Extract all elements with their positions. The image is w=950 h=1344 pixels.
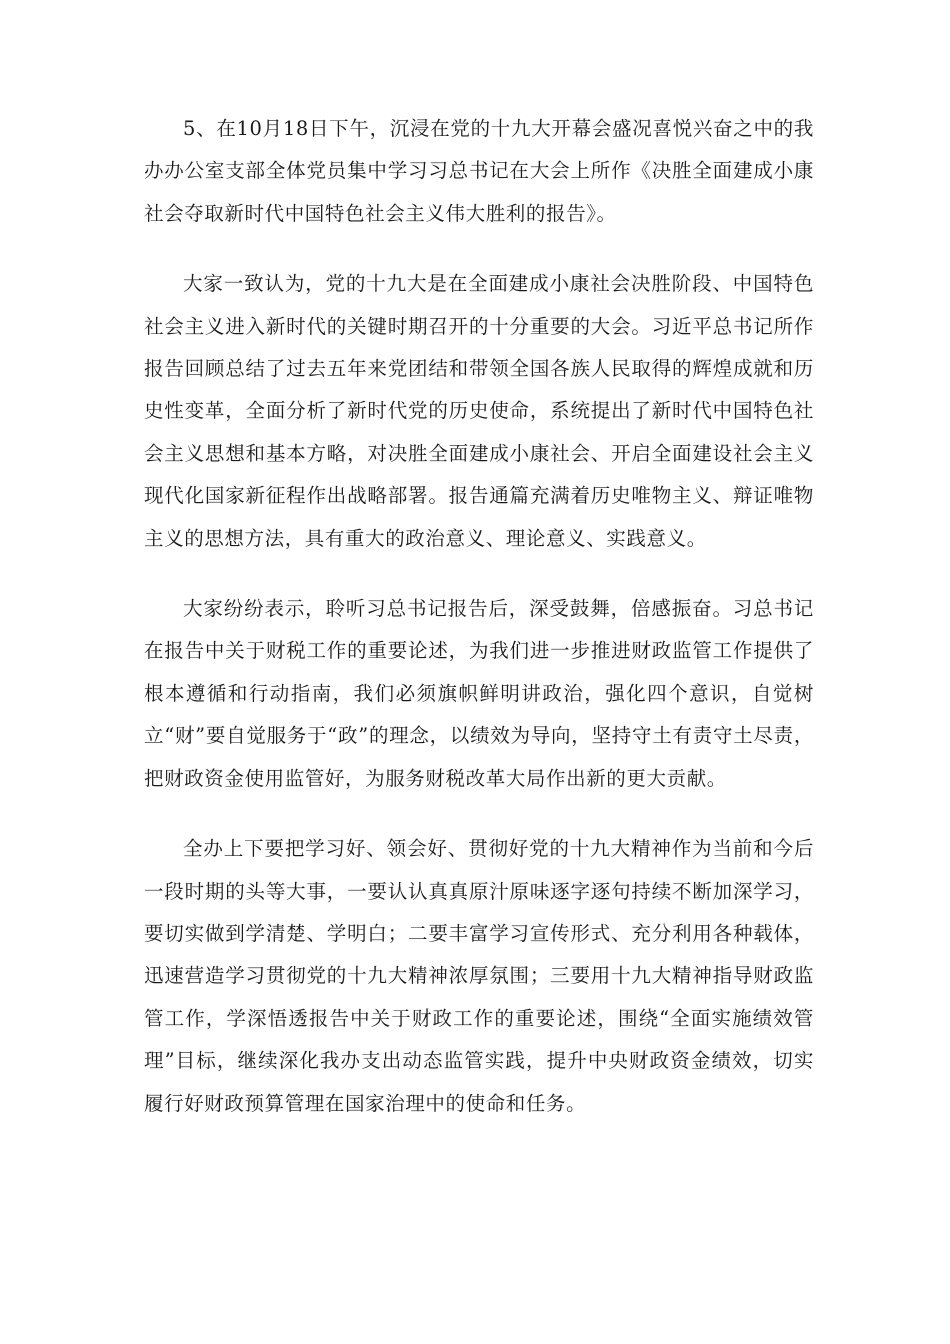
document-body (144, 108, 814, 1125)
paragraph-2: 大家一致认为，党的十九大是在全面建成小康社会决胜阶段、中国特色社会主义进入新时代的关键时期召开的十分重要的大会。习近平总书记所作报告回顾总结了过去五年来党团结和带领全国各族人民取得的辉煌成就和历史性变革，全面分析了新时代党的历史使命，系统提出了新时代中国特色社会主义思想和基本方略，对决胜全面建成小康社会、开启全面建设社会主义现代化国家新征程作出战略部署。报告通篇充满着历史唯物主义、辩证唯物主义的思想方法，具有重大的政治意义、理论意义、实践意义。 (144, 272, 814, 550)
paragraph-1: 5、在10月18日下午，沉浸在党的十九大开幕会盛况喜悦兴奋之中的我办办公室支部全体党员集中学习习总书记在大会上所作《决胜全面建成小康社会夺取新时代中国特色社会主义伟大胜利的报告》。 (144, 117, 814, 225)
paragraph-4: 全办上下要把学习好、领会好、贯彻好党的十九大精神作为当前和今后一段时期的头等大事，一要认认真真原汁原味逐字逐句持续不断加深学习，要切实做到学清楚、学明白；二要丰富学习宣传形式、充分利用各种载体，迅速营造学习贯彻党的十九大精神浓厚氛围；三要用十九大精神指导财政监管工作，学深悟透报告中关于财政工作的重要论述，围绕“全面实施绩效管理”目标，继续深化我办支出动态监管实践，提升中央财政资金绩效，切实履行好财政预算管理在国家治理中的使命和任务。 (144, 837, 814, 1115)
paragraph-3: 大家纷纷表示，聆听习总书记报告后，深受鼓舞，倍感振奋。习总书记在报告中关于财税工作的重要论述，为我们进一步推进财政监管工作提供了根本遵循和行动指南，我们必须旗帜鲜明讲政治，强化四个意识，自觉树立“财”要自觉服务于“政”的理念，以绩效为导向，坚持守土有责守土尽责，把财政资金使用监管好，为服务财税改革大局作出新的更大贡献。 (144, 597, 814, 790)
